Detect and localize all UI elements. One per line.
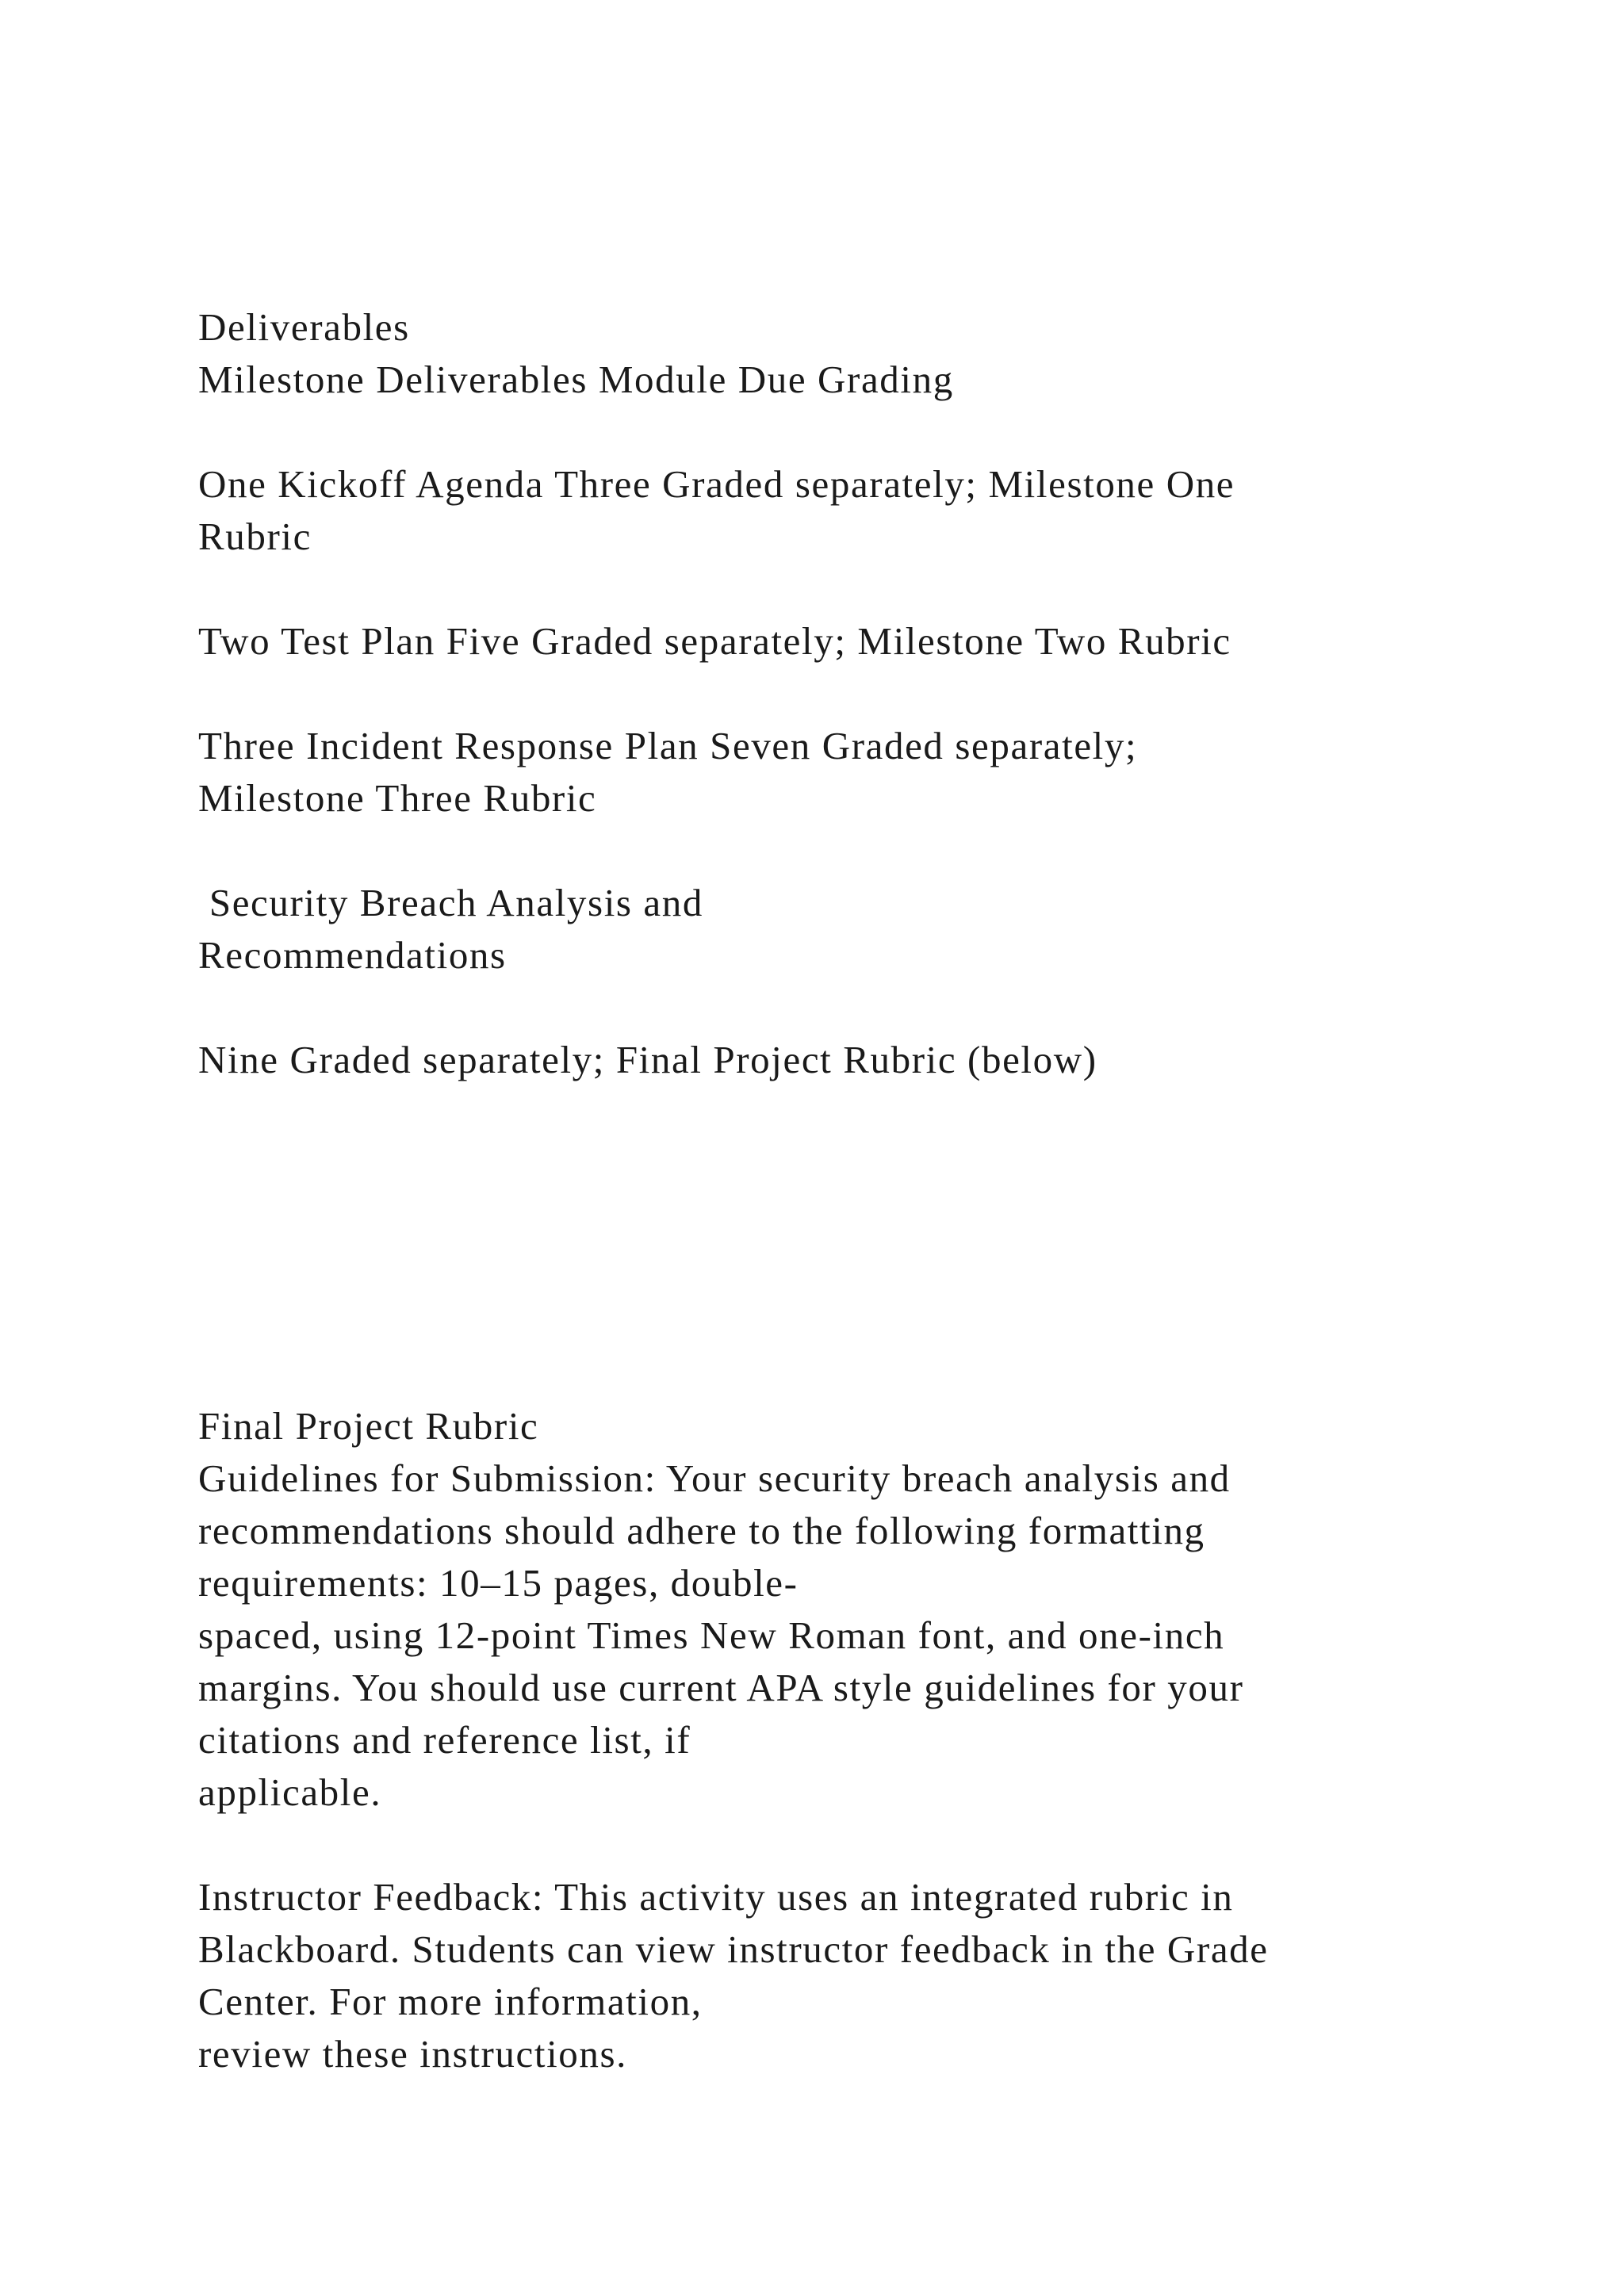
final-deliverable-grading-row: Nine Graded separately; Final Project Rubric (below) (198, 1038, 1097, 1081)
guidelines-line-4: spaced, using 12-point Times New Roman font, and one-inch (198, 1613, 1225, 1657)
final-deliverable-row: Security Breach Analysis and (198, 881, 703, 924)
milestone-two-row: Two Test Plan Five Graded separately; Milestone Two Rubric (198, 619, 1231, 663)
guidelines-line-1: Guidelines for Submission: Your security breach analysis and (198, 1456, 1231, 1500)
feedback-line-2: Blackboard. Students can view instructor feedback in the Grade (198, 1927, 1269, 1971)
guidelines-line-3: requirements: 10–15 pages, double- (198, 1561, 799, 1605)
guidelines-line-5: margins. You should use current APA style guidelines for your (198, 1666, 1244, 1709)
milestone-three-row-cont: Milestone Three Rubric (198, 776, 597, 820)
guidelines-line-6: citations and reference list, if (198, 1718, 691, 1762)
milestone-three-row: Three Incident Response Plan Seven Graded separately; (198, 724, 1138, 767)
feedback-line-3: Center. For more information, (198, 1980, 703, 2023)
rubric-heading: Final Project Rubric (198, 1404, 539, 1448)
final-deliverable-row-cont: Recommendations (198, 933, 507, 977)
guidelines-line-2: recommendations should adhere to the following formatting (198, 1509, 1205, 1552)
milestone-one-row: One Kickoff Agenda Three Graded separately; Milestone One (198, 462, 1235, 506)
feedback-line-1: Instructor Feedback: This activity uses an integrated rubric in (198, 1875, 1234, 1919)
milestone-one-row-cont: Rubric (198, 515, 312, 558)
feedback-line-4: review these instructions. (198, 2032, 628, 2076)
guidelines-line-7: applicable. (198, 1770, 382, 1814)
deliverables-table-header: Milestone Deliverables Module Due Grading (198, 358, 954, 401)
deliverables-heading: Deliverables (198, 305, 410, 349)
